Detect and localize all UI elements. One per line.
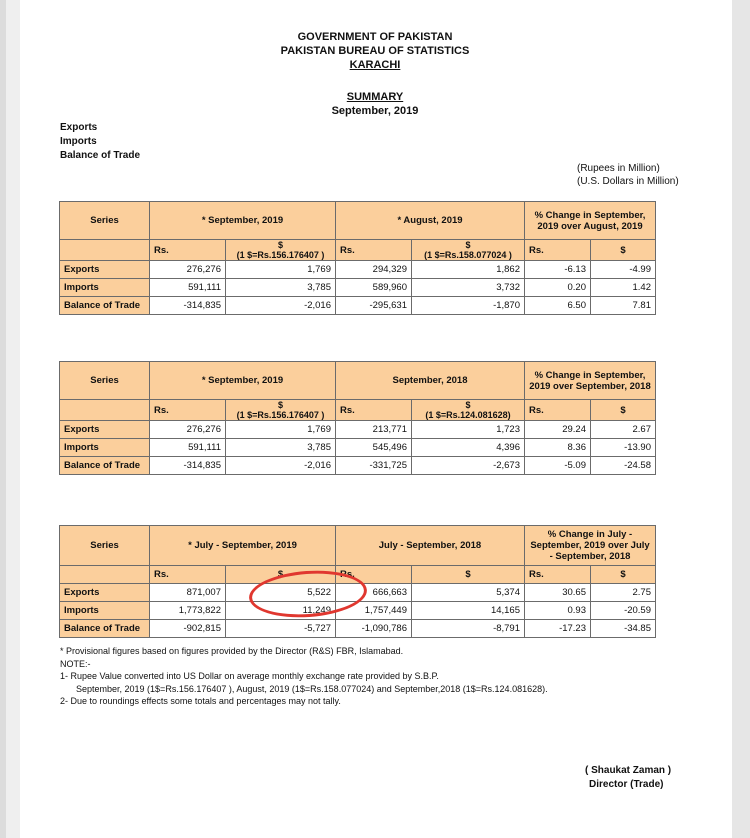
table-row: Exports 871,007 5,522 666,663 5,374 30.65 2.75	[60, 584, 656, 602]
note-2: 2- Due to roundings effects some totals and percentages may not tally.	[60, 696, 341, 706]
screen-edge-right	[732, 0, 750, 838]
rs-c-header: Rs.	[525, 566, 591, 584]
period-b-header: September, 2018	[336, 362, 525, 400]
rs-a-header: Rs.	[150, 566, 226, 584]
usd-c-header: $	[591, 240, 656, 261]
period-a-header: * September, 2019	[150, 362, 336, 400]
rs-a-header: Rs.	[150, 240, 226, 261]
table-sep2019-vs-sep2018	[59, 361, 656, 475]
usd-c-header: $	[591, 400, 656, 421]
usd-b-header: $	[412, 566, 525, 584]
change-header: % Change in September, 2019 over September, 2018	[525, 362, 656, 400]
usd-b-header: $ (1 $=Rs.158.077024 )	[412, 240, 525, 261]
left-label-balance: Balance of Trade	[60, 150, 141, 161]
table-row: Imports 1,773,822 11,249 1,757,449 14,165 0.93 -20.59	[60, 602, 656, 620]
change-header: % Change in July - September, 2019 over July - September, 2018	[525, 526, 656, 566]
header-line2: PAKISTAN BUREAU OF STATISTICS	[280, 45, 470, 57]
period-a-header: * July - September, 2019	[150, 526, 336, 566]
change-header: % Change in September, 2019 over August, 2019	[525, 202, 656, 240]
left-label-imports: Imports	[60, 136, 97, 147]
note-1b: September, 2019 (1$=Rs.156.176407 ), August, 2019 (1$=Rs.158.077024) and September,2018 (1$=Rs.124.081628).	[76, 683, 548, 694]
period-b-header: July - September, 2018	[336, 526, 525, 566]
period-a-header: * September, 2019	[150, 202, 336, 240]
left-label-exports: Exports	[60, 122, 98, 133]
notes-block	[60, 645, 548, 708]
table-row: Imports 591,111 3,785 589,960 3,732 0.20 1.42	[60, 279, 656, 297]
rs-b-header: Rs.	[336, 240, 412, 261]
note-1a: 1- Rupee Value converted into US Dollar on average monthly exchange rate provided by S.B.P.	[60, 671, 439, 681]
units-dollars: (U.S. Dollars in Million)	[577, 176, 679, 187]
note-provisional: * Provisional figures based on figures provided by the Director (R&S) FBR, Islamabad.	[60, 646, 404, 656]
page-shadow-left	[6, 0, 20, 838]
table-row: Exports 276,276 1,769 294,329 1,862 -6.13 -4.99	[60, 261, 656, 279]
usd-a-header: $	[226, 566, 336, 584]
table-row: Balance of Trade -902,815 -5,727 -1,090,786 -8,791 -17.23 -34.85	[60, 620, 656, 638]
highlighted-value: 5,522	[226, 584, 336, 602]
rs-c-header: Rs.	[525, 240, 591, 261]
table-sep2019-vs-aug2019	[59, 201, 656, 315]
table-row: Balance of Trade -314,835 -2,016 -331,725 -2,673 -5.09 -24.58	[60, 457, 656, 475]
usd-c-header: $	[591, 566, 656, 584]
usd-a-header: $ (1 $=Rs.156.176407 )	[226, 400, 336, 421]
header-line3: KARACHI	[349, 59, 401, 71]
rs-b-header: Rs.	[336, 566, 412, 584]
rs-c-header: Rs.	[525, 400, 591, 421]
rs-a-header: Rs.	[150, 400, 226, 421]
signature-title: Director (Trade)	[589, 779, 664, 790]
series-header: Series	[60, 362, 150, 400]
summary-title: SUMMARY	[346, 91, 404, 103]
series-header: Series	[60, 202, 150, 240]
table-row: Imports 591,111 3,785 545,496 4,396 8.36 -13.90	[60, 439, 656, 457]
series-header: Series	[60, 526, 150, 566]
rs-b-header: Rs.	[336, 400, 412, 421]
signature-name: ( Shaukat Zaman )	[585, 765, 672, 776]
header-line1: GOVERNMENT OF PAKISTAN	[297, 31, 453, 43]
units-rupees: (Rupees in Million)	[577, 163, 660, 174]
period-b-header: * August, 2019	[336, 202, 525, 240]
usd-a-header: $ (1 $=Rs.156.176407 )	[226, 240, 336, 261]
usd-b-header: $ (1 $=Rs.124.081628)	[412, 400, 525, 421]
note-label: NOTE:-	[60, 658, 91, 669]
summary-period: September, 2019	[331, 105, 419, 117]
table-row: Exports 276,276 1,769 213,771 1,723 29.24 2.67	[60, 421, 656, 439]
table-row: Balance of Trade -314,835 -2,016 -295,631 -1,870 6.50 7.81	[60, 297, 656, 315]
